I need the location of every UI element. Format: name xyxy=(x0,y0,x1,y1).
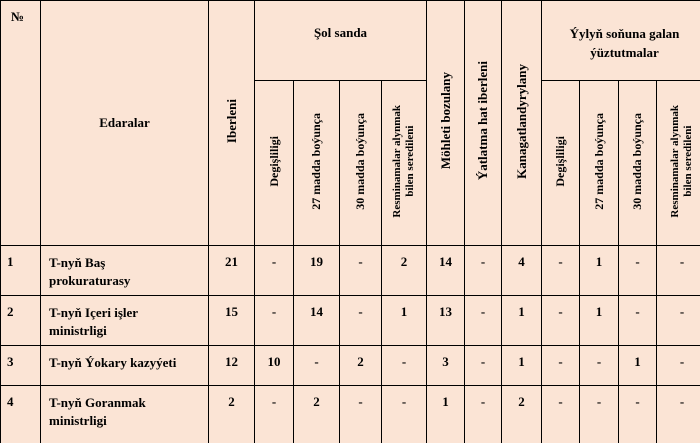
subheader-y-30-madda-text: 30 madda boýunça xyxy=(630,112,645,210)
table-row xyxy=(1,296,700,346)
subheader-y-27-madda xyxy=(580,81,619,246)
subheader-resmi-line1: Resminamalar alynmak xyxy=(390,104,403,218)
cell-yatlatma: - xyxy=(465,296,502,346)
row-edara-name xyxy=(41,296,209,346)
header-number: № xyxy=(1,1,41,246)
header-kanagatlandyrylany xyxy=(502,1,542,246)
cell-mohleti-bozulany: 14 xyxy=(427,246,465,296)
cell-mohleti-bozulany: 1 xyxy=(427,386,465,443)
header-yylyn-line1: Ýylyň soňuna galan xyxy=(569,26,680,41)
cell-degisliligi: - xyxy=(255,386,294,443)
cell-degisliligi: - xyxy=(255,296,294,346)
cell-resminamalar: - xyxy=(382,346,427,386)
cell-27-madda: 19 xyxy=(294,246,340,296)
cell-y-resminamalar: - xyxy=(657,246,700,296)
subheader-y-30-madda xyxy=(619,81,657,246)
cell-iberleni: 21 xyxy=(209,246,255,296)
cell-y-30-madda: - xyxy=(619,296,657,346)
header-group-sol-sanda: Şol sanda xyxy=(255,1,427,81)
cell-y-30-madda: - xyxy=(619,386,657,443)
cell-resminamalar: - xyxy=(382,386,427,443)
header-iberleni xyxy=(209,1,255,246)
subheader-resmi-line2: bilen seredileni xyxy=(404,125,416,197)
row-name-line2: prokuraturasy xyxy=(49,272,131,288)
header-yatlatma xyxy=(465,1,502,246)
cell-yatlatma: - xyxy=(465,346,502,386)
row-name-line1: T-nyň Ýokary kazyýeti xyxy=(49,355,177,370)
subheader-resminamalar-text xyxy=(391,105,417,218)
cell-y-27-madda: - xyxy=(580,346,619,386)
subheader-degisliligi xyxy=(255,81,294,246)
row-name-line1: T-nyň Içeri işler xyxy=(49,305,139,320)
cell-yatlatma: - xyxy=(465,386,502,443)
row-name-line2: ministrligi xyxy=(49,322,107,338)
header-mohleti-text: Möhleti bozulany xyxy=(437,72,453,170)
subheader-30-madda-text: 30 madda boýunça xyxy=(353,112,368,210)
row-name-line1: T-nyň Goranmak xyxy=(49,395,146,410)
row-number: 1 xyxy=(1,246,41,296)
row-number: 3 xyxy=(1,346,41,386)
row-edara-name xyxy=(41,386,209,443)
row-number: 2 xyxy=(1,296,41,346)
subheader-y-27-madda-text: 27 madda boýunça xyxy=(591,112,606,210)
row-name-line2: ministrligi xyxy=(49,412,107,428)
cell-mohleti-bozulany: 13 xyxy=(427,296,465,346)
header-yatlatma-text: Ýatlatma hat iberleni xyxy=(475,61,491,181)
cell-y-resminamalar: - xyxy=(657,386,700,443)
subheader-y-resminamalar-text xyxy=(669,105,695,218)
cell-y-degisliligi: - xyxy=(542,246,580,296)
subheader-y-degisliligi-text: Degişliligi xyxy=(553,135,568,187)
table-row xyxy=(1,346,700,386)
cell-y-27-madda: - xyxy=(580,386,619,443)
cell-kanagatlandyrylany: 2 xyxy=(502,386,542,443)
cell-y-degisliligi: - xyxy=(542,346,580,386)
subheader-y-degisliligi xyxy=(542,81,580,246)
table-row xyxy=(1,246,700,296)
cell-kanagatlandyrylany: 4 xyxy=(502,246,542,296)
cell-y-27-madda: 1 xyxy=(580,246,619,296)
subheader-y-resmi-line2: bilen seredileni xyxy=(682,125,694,197)
subheader-degisliligi-text: Degişliligi xyxy=(266,135,281,187)
subheader-30-madda xyxy=(340,81,382,246)
cell-30-madda: - xyxy=(340,246,382,296)
cell-27-madda: - xyxy=(294,346,340,386)
subheader-y-resminamalar xyxy=(657,81,700,246)
cell-30-madda: - xyxy=(340,296,382,346)
header-edaralar: Edaralar xyxy=(41,1,209,246)
cell-27-madda: 14 xyxy=(294,296,340,346)
header-kanagat-text: Kanagatlandyrylany xyxy=(513,63,529,179)
subheader-resminamalar xyxy=(382,81,427,246)
cell-kanagatlandyrylany: 1 xyxy=(502,296,542,346)
row-edara-name xyxy=(41,246,209,296)
cell-resminamalar: 1 xyxy=(382,296,427,346)
cell-y-30-madda: 1 xyxy=(619,346,657,386)
cell-30-madda: 2 xyxy=(340,346,382,386)
cell-iberleni: 15 xyxy=(209,296,255,346)
row-number: 4 xyxy=(1,386,41,443)
cell-y-degisliligi: - xyxy=(542,296,580,346)
header-iberleni-text: Iberleni xyxy=(223,98,239,144)
cell-y-27-madda: 1 xyxy=(580,296,619,346)
row-edara-name xyxy=(41,346,209,386)
cell-mohleti-bozulany: 3 xyxy=(427,346,465,386)
cell-degisliligi: - xyxy=(255,246,294,296)
subheader-y-resmi-line1: Resminamalar alynmak xyxy=(668,104,681,218)
header-group-yylyn xyxy=(542,1,700,81)
cell-resminamalar: 2 xyxy=(382,246,427,296)
row-name-line1: T-nyň Baş xyxy=(49,255,106,270)
cell-yatlatma: - xyxy=(465,246,502,296)
cell-kanagatlandyrylany: 1 xyxy=(502,346,542,386)
cell-degisliligi: 10 xyxy=(255,346,294,386)
subheader-27-madda xyxy=(294,81,340,246)
cell-30-madda: - xyxy=(340,386,382,443)
cell-y-resminamalar: - xyxy=(657,296,700,346)
header-mohleti-bozulany xyxy=(427,1,465,246)
cell-iberleni: 2 xyxy=(209,386,255,443)
cell-y-30-madda: - xyxy=(619,246,657,296)
cell-27-madda: 2 xyxy=(294,386,340,443)
header-yylyn-line2: ýüztutmalar xyxy=(590,44,659,60)
cell-y-degisliligi: - xyxy=(542,386,580,443)
cell-iberleni: 12 xyxy=(209,346,255,386)
table-row xyxy=(1,386,700,443)
cell-y-resminamalar: - xyxy=(657,346,700,386)
subheader-27-madda-text: 27 madda boýunça xyxy=(309,112,324,210)
